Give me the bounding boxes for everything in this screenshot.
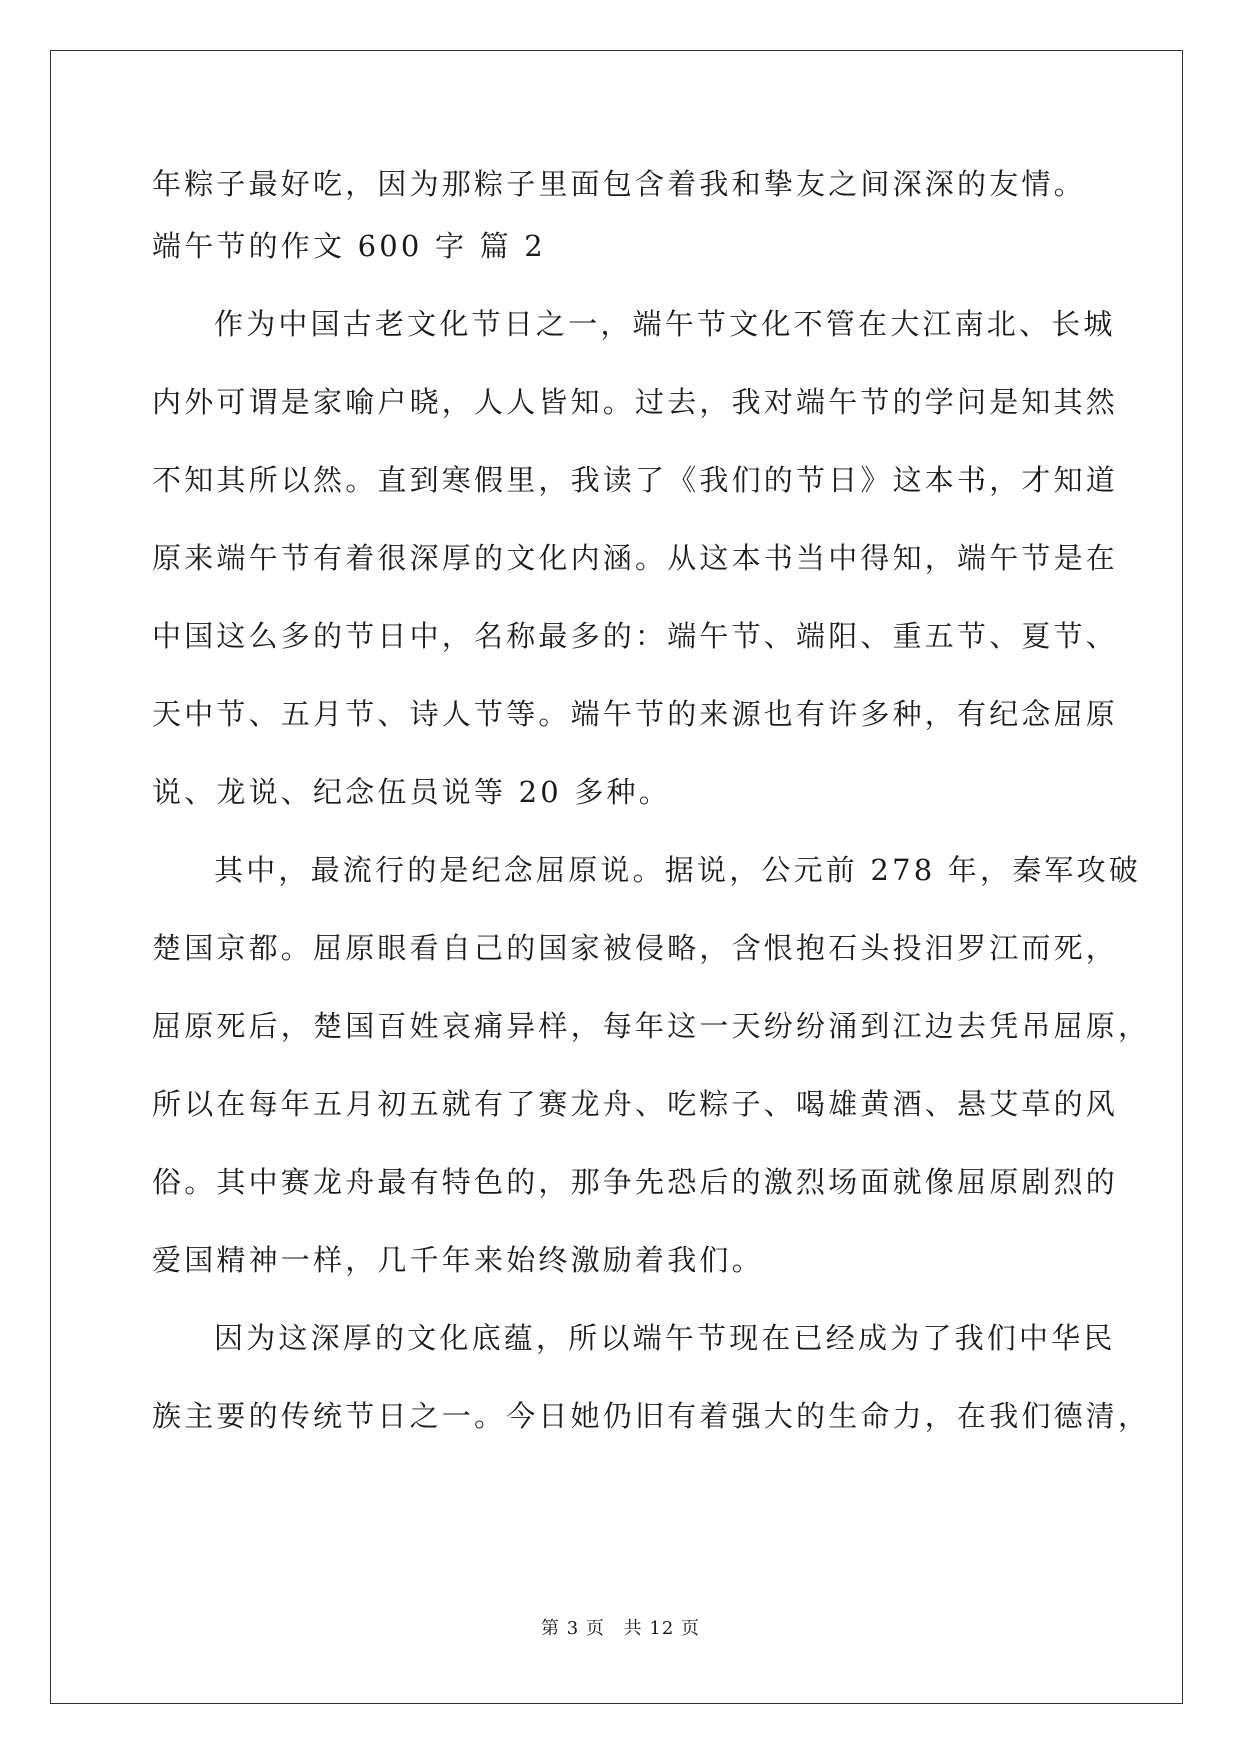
text-line: 所以在每年五月初五就有了赛龙舟、吃粽子、喝雄黄酒、悬艾草的风	[152, 1087, 1119, 1121]
text-line: 作为中国古老文化节日之一，端午节文化不管在大江南北、长城	[214, 307, 1116, 341]
text-line: 年粽子最好吃，因为那粽子里面包含着我和挚友之间深深的友情。	[152, 167, 1086, 201]
text-line: 俗。其中赛龙舟最有特色的，那争先恐后的激烈场面就像屈原剧烈的	[152, 1165, 1119, 1199]
page-footer	[0, 1617, 1241, 1641]
text-line: 不知其所以然。直到寒假里，我读了《我们的节日》这本书，才知道	[152, 463, 1119, 497]
text-line: 其中，最流行的是纪念屈原说。据说，公元前 278 年，秦军攻破	[214, 853, 1141, 887]
page-number-current: 第 3 页	[541, 1618, 605, 1639]
text-line: 说、龙说、纪念伍员说等 20 多种。	[152, 775, 671, 809]
text-line: 天中节、五月节、诗人节等。端午节的来源也有许多种，有纪念屈原	[152, 697, 1119, 731]
text-line: 因为这深厚的文化底蕴，所以端午节现在已经成为了我们中华民	[214, 1321, 1116, 1355]
text-line: 原来端午节有着很深厚的文化内涵。从这本书当中得知，端午节是在	[152, 541, 1119, 575]
text-line: 族主要的传统节日之一。今日她仍旧有着强大的生命力，在我们德清，	[152, 1399, 1151, 1433]
text-line: 屈原死后，楚国百姓哀痛异样，每年这一天纷纷涌到江边去凭吊屈原，	[152, 1009, 1151, 1043]
text-line: 楚国京都。屈原眼看自己的国家被侵略，含恨抱石头投汨罗江而死，	[152, 931, 1119, 965]
page-number-total: 共 12 页	[623, 1618, 700, 1639]
text-line: 内外可谓是家喻户晓，人人皆知。过去，我对端午节的学问是知其然	[152, 385, 1119, 419]
text-line: 中国这么多的节日中，名称最多的：端午节、端阳、重五节、夏节、	[152, 619, 1119, 653]
section-heading: 端午节的作文 600 字 篇 2	[152, 229, 546, 263]
text-line: 爱国精神一样，几千年来始终激励着我们。	[152, 1243, 764, 1277]
